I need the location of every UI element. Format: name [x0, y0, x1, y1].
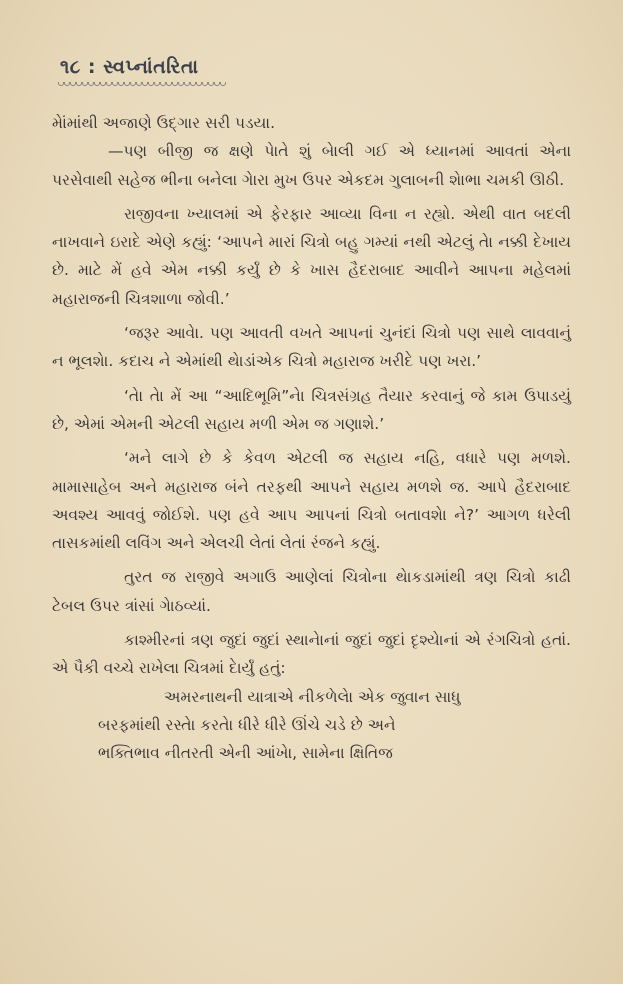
- paragraph-2: —પણ બીજી જ ક્ષણે પેાતે શું બેાલી ગઈ એ ધ્યાનમાં આવતાં એના પરસેવાથી સહેજ ભીના બનેલા ગેારા મુખ ઉપર એકદમ ગુલાબની શેાભા ચમકી ઊઠી.: [52, 142, 571, 189]
- running-title: સ્વપ્નાંતરિતા: [103, 56, 199, 78]
- running-header: [60, 56, 571, 78]
- header-wavy-rule: [58, 82, 226, 87]
- verse-block: [52, 683, 571, 768]
- paragraph-3: રાજીવના ખ્યાલમાં એ ફેરફાર આવ્યા વિના ન રહ્યો. એથી વાત બદલી નાખવાને ઇરાદે એણે કહ્યું: ‘આપને મારાં ચિત્રો બહુ ગમ્યાં નથી એટલું તેા નક્કી દેખાય છે. માટે મેં હવે એમ નક્કી કર્યું છે કે ખાસ હૈદરાબાદ આવીને આપના મહેલમાં મહારાજની ચિત્રશાળા જોવી.’: [52, 204, 571, 308]
- paragraph-7: તુરત જ રાજીવે અગાઉ આણેલાં ચિત્રોના થેાકડામાંથી ત્રણ ચિત્રો કાઢી ટેબલ ઉપર ત્રાંસાં ગેાઠવ્યાં.: [52, 568, 571, 615]
- header-separator: :: [87, 56, 96, 78]
- paragraph-6: ‘મને લાગે છે કે કેવળ એટલી જ સહાય નહિ, વધારે પણ મળશે. મામાસાહેબ અને મહારાજ બંને તરફથી આપને સહાય મળશે જ. આપે હૈદરાબાદ અવશ્ય આવવું જોઈશે. પણ હવે આપ આપનાં ચિત્રો બતાવશેા ને?’ આગળ ધરેલી તાસકમાંથી લવિંગ અને એલચી લેતાં લેતાં રંજને કહ્યું.: [52, 449, 571, 553]
- verse-line-1: અમરનાથની યાત્રાએ નીકળેલેા એક જુવાન સાધુ: [164, 687, 461, 706]
- paragraph-1: મેાંમાંથી અજાણે ઉદ્‌ગાર સરી પડયા.: [52, 114, 276, 132]
- paragraph-5: ‘તેા તેા મેં આ “આદિભૂમિ”નેા ચિત્રસંગ્રહ તૈયાર કરવાનું જે કામ ઉપાડયું છે, એમાં એમની એટલી સહાય મળી એમ જ ગણાશે.’: [52, 386, 571, 433]
- paragraph-4: ‘જરૂર આવેા. પણ આવતી વખતે આપનાં ચુનંદાં ચિત્રો પણ સાથે લાવવાનું ન ભૂલશેા. કદાચ ને એમાંથી થેાડાંએક ચિત્રો મહારાજ ખરીદે પણ ખરા.’: [52, 324, 571, 371]
- paragraph-8: કાશ્મીરનાં ત્રણ જુદાં જુદાં સ્થાનેાનાં જુદાં જુદાં દૃશ્યેાનાં એ રંગચિત્રો હતાં. એ પૈકી વચ્ચે રાખેલા ચિત્રમાં દેાર્યું હતું:: [52, 631, 571, 678]
- page-number: ૧૮: [60, 56, 81, 78]
- verse-line-3: ભક્તિભાવ નીતરતી એની આંખેા, સામેના ક્ષિતિજ: [98, 744, 393, 763]
- verse-line-2: બરફમાંથી રસ્તેા કરતેા ધીરે ધીરે ઊંચે ચડે છે અને: [98, 715, 396, 734]
